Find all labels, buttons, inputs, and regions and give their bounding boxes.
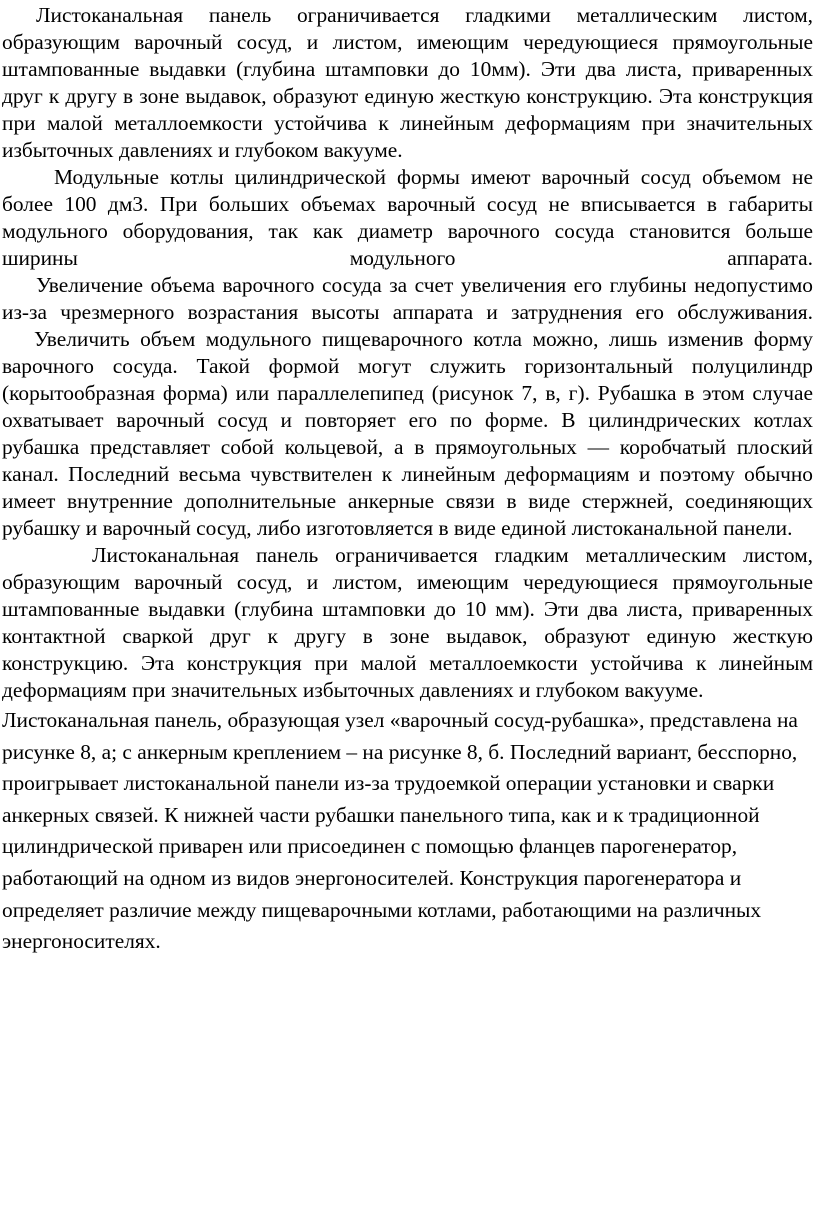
paragraph-steam-generator: Листоканальная панель, образующая узел «варочный сосуд-рубашка», представлена на рисунке 8, а; с анкерным креплением – на рисунке 8, б. Последний вариант, бесспорно, проигрывает листоканальной панели из-за трудоемкой операции установки и сварки анкерных связей. К нижней части рубашки панельного типа, как и к традиционной цилиндрической приварен или присоединен с помощью фланцев парогенератор, работающий на одном из видов энергоносителей. Конструкция парогенератора и определяет различие между пищеварочными котлами, работающими на различных энергоносителях. bbox=[2, 708, 798, 954]
paragraph-volume-increase: Увеличение объема варочного сосуда за счет увеличения его глубины недопустимо из-за чрезмерного возрастания высоты аппарата и затруднения его обслуживания. bbox=[2, 273, 813, 324]
paragraph-panel-welding: Листоканальная панель ограничивается гладким металлическим листом, образующим варочный сосуд, и листом, имеющим чередующиеся прямоугольные штампованные выдавки (глубина штамповки до 10 мм). Эти два листа, приваренных контактной сваркой друг к другу в зоне выдавок, образуют единую жесткую конструкцию. Эта конструкция при малой металлоемкости устойчива к линейным деформациям при значительных избыточных давлениях и глубоком вакууме. bbox=[2, 543, 813, 702]
paragraph-modular-boilers: Модульные котлы цилиндрической формы имеют варочный сосуд объемом не более 100 дм3. При больших объемах варочный сосуд не вписывается в габариты модульного оборудования, так как диаметр варочного сосуда становится больше ширины модульного аппарата. bbox=[2, 165, 813, 270]
paragraph-vessel-shape: Увеличить объем модульного пищеварочного котла можно, лишь изменив форму варочного сосуда. Такой формой могут служить горизонтальный полуцилиндр (корытообразная форма) или параллелепипед (рисунок 7, в, г). Рубашка в этом случае охватывает варочный сосуд и повторяет его по форме. В цилиндрических котлах рубашка представляет собой кольцевой, а в прямоугольных — коробчатый плоский канал. Последний весьма чувствителен к линейным деформациям и поэтому обычно имеет внутренние дополнительные анкерные связи в виде стержней, соединяющих рубашку и варочный сосуд, либо изготовляется в виде единой листоканальной панели. bbox=[2, 327, 813, 540]
paragraph-panel-description: Листоканальная панель ограничивается гладкими металлическим листом, образующим варочный сосуд, и листом, имеющим чередующиеся прямоугольные штампованные выдавки (глубина штамповки до 10мм). Эти два листа, приваренных друг к другу в зоне выдавок, образуют единую жесткую конструкцию. Эта конструкция при малой металлоемкости устойчива к линейным деформациям при значительных избыточных давлениях и глубоком вакууме. bbox=[2, 3, 813, 162]
